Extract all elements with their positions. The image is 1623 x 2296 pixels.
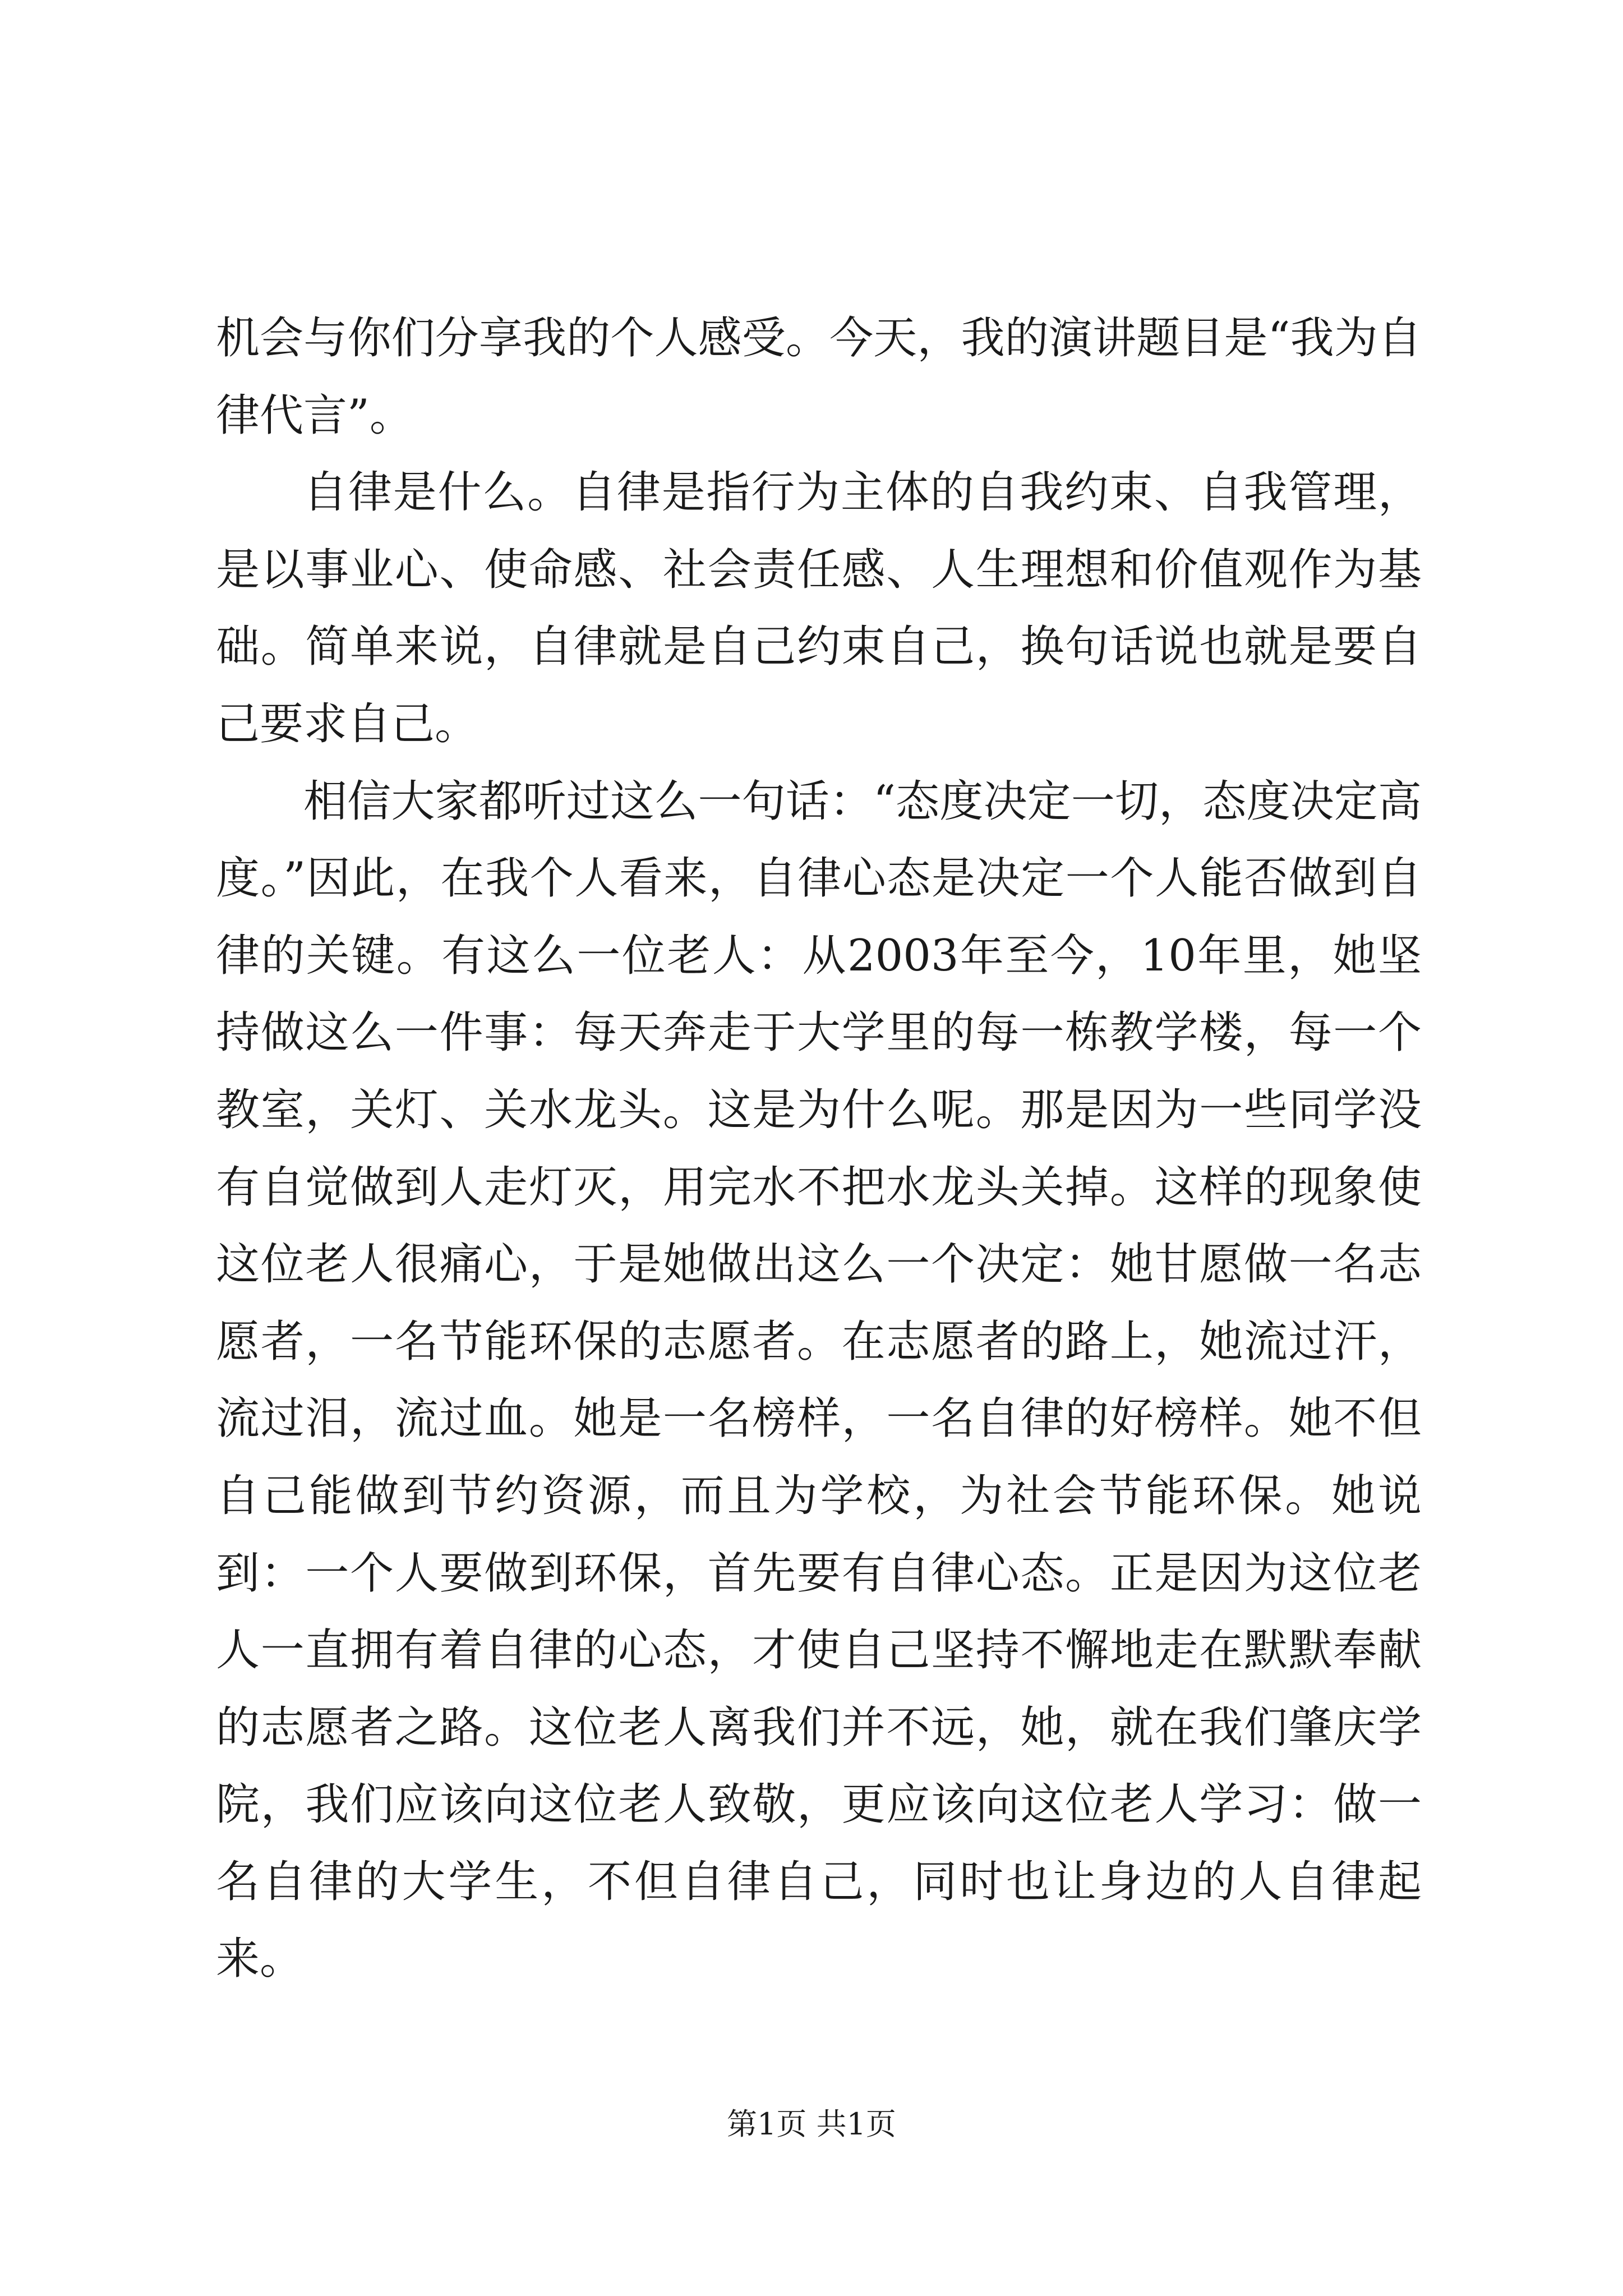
document-body: [216, 300, 1422, 1998]
page-footer: 第1页 共1页: [727, 2106, 896, 2142]
paragraph-3: 相信大家都听过这么一句话：“态度决定一切，态度决定高度。”因此，在我个人看来，自律心态是决定一个人能否做到自律的关键。有这么一位老人：从2003年至今，10年里，她坚持做这么一件事：每天奔走于大学里的每一栋教学楼，每一个教室，关灯、关水龙头。这是为什么呢。那是因为一些同学没有自觉做到人走灯灭，用完水不把水龙头关掉。这样的现象使这位老人很痛心，于是她做出这么一个决定：她甘愿做一名志愿者，一名节能环保的志愿者。在志愿者的路上，她流过汗，流过泪，流过血。她是一名榜样，一名自律的好榜样。她不但自己能做到节约资源，而且为学校，为社会节能环保。她说到：一个人要做到环保，首先要有自律心态。正是因为这位老人一直拥有着自律的心态，才使自己坚持不懈地走在默默奉献的志愿者之路。这位老人离我们并不远，她，就在我们肇庆学院，我们应该向这位老人致敬，更应该向这位老人学习：做一名自律的大学生，不但自律自己，同时也让身边的人自律起来。: [216, 776, 1422, 1985]
paragraph-1: 机会与你们分享我的个人感受。今天，我的演讲题目是“我为自律代言”。: [216, 313, 1422, 441]
paragraph-2: 自律是什么。自律是指行为主体的自我约束、自我管理，是以事业心、使命感、社会责任感、人生理想和价值观作为基础。简单来说，自律就是自己约束自己，换句话说也就是要自己要求自己。: [216, 467, 1422, 749]
